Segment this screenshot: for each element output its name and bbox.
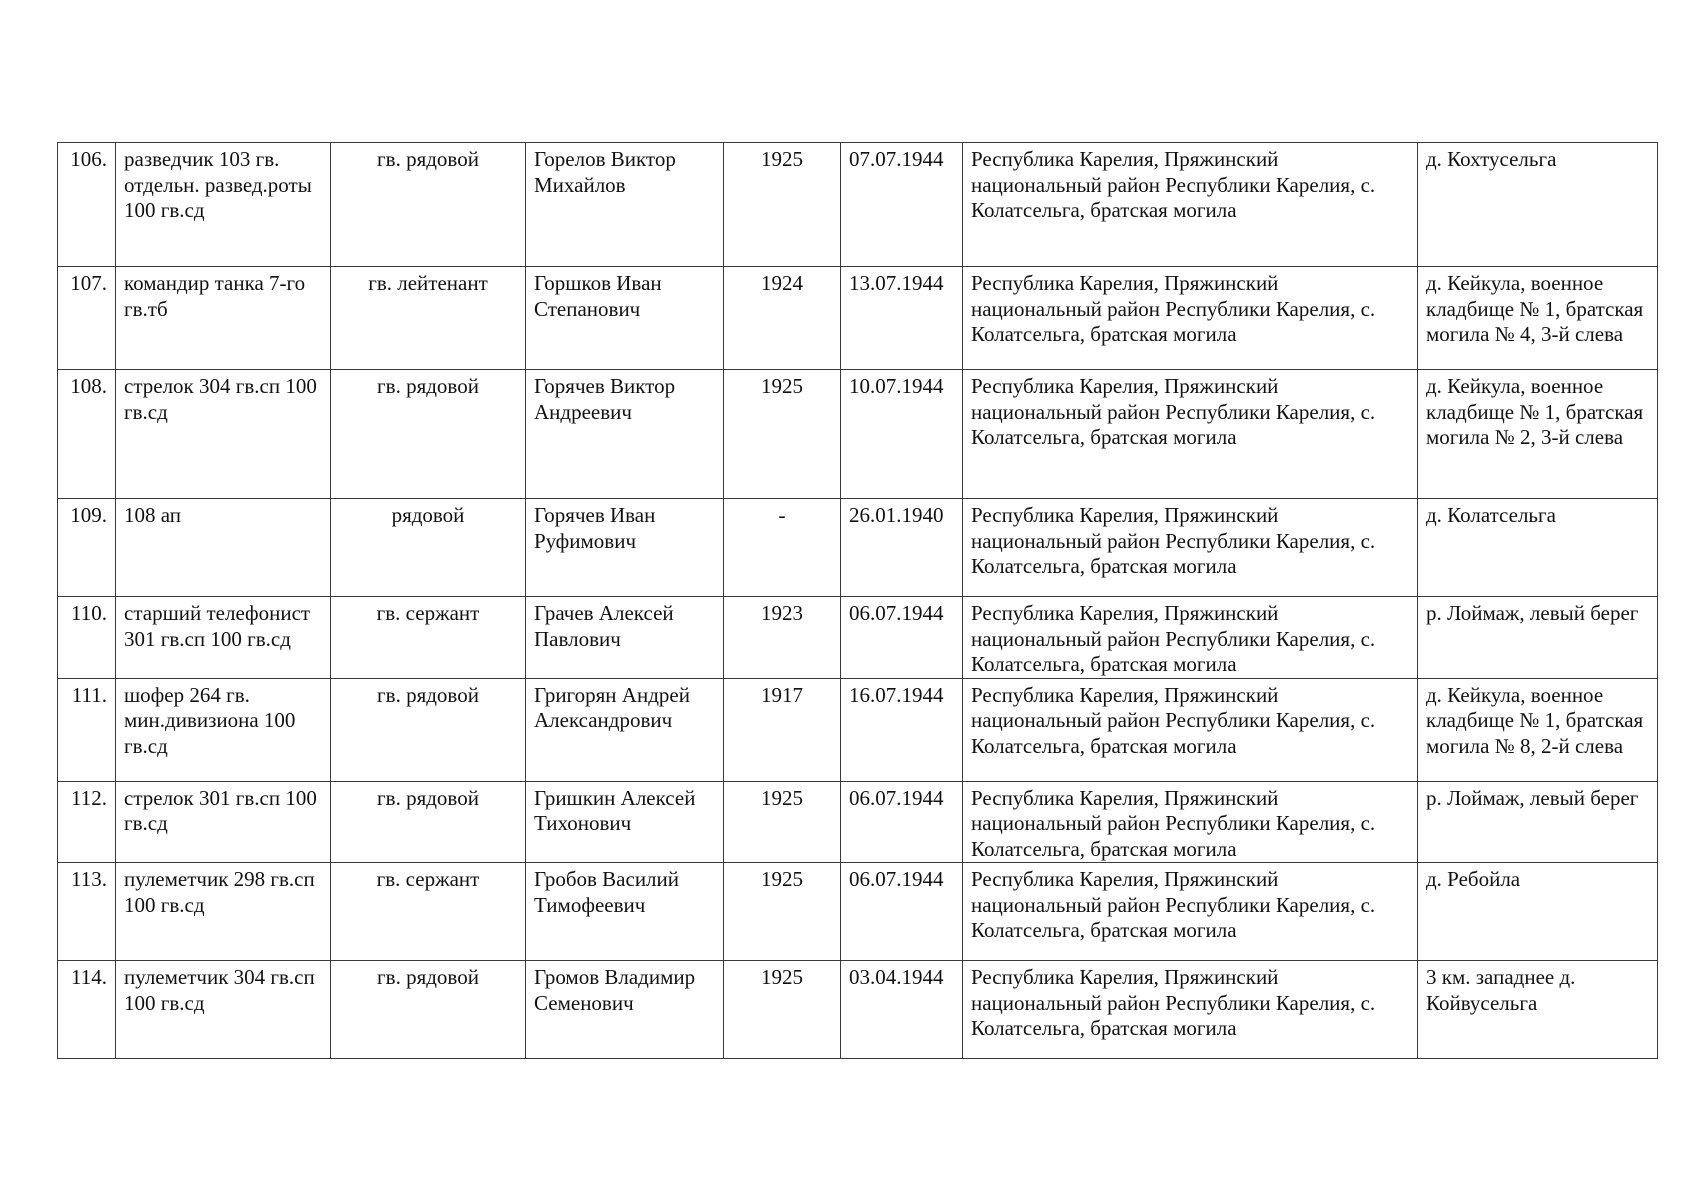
row-number: 107. <box>58 267 116 370</box>
soldier-name: Горячев Иван Руфимович <box>526 499 724 597</box>
death-date: 26.01.1940 <box>841 499 963 597</box>
birth-year: 1925 <box>724 781 841 863</box>
birth-year: 1925 <box>724 143 841 267</box>
soldier-name: Гришкин Алексей Тихонович <box>526 781 724 863</box>
military-unit: шофер 264 гв. мин.дивизиона 100 гв.сд <box>116 678 331 781</box>
table-row <box>58 143 1658 267</box>
military-rank: гв. рядовой <box>331 370 526 499</box>
military-rank: гв. лейтенант <box>331 267 526 370</box>
table-row <box>58 499 1658 597</box>
row-number: 110. <box>58 597 116 679</box>
original-burial-place: 3 км. западнее д. Койвусельга <box>1418 961 1658 1059</box>
soldier-name: Горячев Виктор Андреевич <box>526 370 724 499</box>
military-unit: командир танка 7-го гв.тб <box>116 267 331 370</box>
row-number: 109. <box>58 499 116 597</box>
birth-year: 1924 <box>724 267 841 370</box>
table-row <box>58 863 1658 961</box>
table-row <box>58 370 1658 499</box>
row-number: 111. <box>58 678 116 781</box>
original-burial-place: д. Кейкула, военное кладбище № 1, братская могила № 4, 3-й слева <box>1418 267 1658 370</box>
birth-year: - <box>724 499 841 597</box>
burial-location: Республика Карелия, Пряжинский национальный район Республики Карелия, с. Колатсельга, братская могила <box>963 597 1418 679</box>
military-rank: гв. рядовой <box>331 781 526 863</box>
military-rank: гв. рядовой <box>331 961 526 1059</box>
birth-year: 1923 <box>724 597 841 679</box>
death-date: 10.07.1944 <box>841 370 963 499</box>
table-row <box>58 678 1658 781</box>
soldier-name: Грачев Алексей Павлович <box>526 597 724 679</box>
soldier-name: Горшков Иван Степанович <box>526 267 724 370</box>
table-row <box>58 267 1658 370</box>
birth-year: 1917 <box>724 678 841 781</box>
soldier-name: Громов Владимир Семенович <box>526 961 724 1059</box>
military-unit: разведчик 103 гв. отдельн. развед.роты 100 гв.сд <box>116 143 331 267</box>
original-burial-place: д. Кохтусельга <box>1418 143 1658 267</box>
table-row <box>58 597 1658 679</box>
death-date: 16.07.1944 <box>841 678 963 781</box>
death-date: 06.07.1944 <box>841 781 963 863</box>
row-number: 106. <box>58 143 116 267</box>
military-rank: гв. сержант <box>331 863 526 961</box>
death-date: 06.07.1944 <box>841 597 963 679</box>
death-date: 07.07.1944 <box>841 143 963 267</box>
burial-location: Республика Карелия, Пряжинский национальный район Республики Карелия, с. Колатсельга, братская могила <box>963 863 1418 961</box>
military-unit: 108 ап <box>116 499 331 597</box>
row-number: 108. <box>58 370 116 499</box>
table-row <box>58 961 1658 1059</box>
original-burial-place: р. Лоймаж, левый берег <box>1418 781 1658 863</box>
burial-location: Республика Карелия, Пряжинский национальный район Республики Карелия, с. Колатсельга, братская могила <box>963 961 1418 1059</box>
birth-year: 1925 <box>724 961 841 1059</box>
birth-year: 1925 <box>724 370 841 499</box>
soldier-name: Григорян Андрей Александрович <box>526 678 724 781</box>
burial-roster-table <box>57 142 1658 1059</box>
death-date: 03.04.1944 <box>841 961 963 1059</box>
row-number: 114. <box>58 961 116 1059</box>
military-unit: старший телефонист 301 гв.сп 100 гв.сд <box>116 597 331 679</box>
row-number: 112. <box>58 781 116 863</box>
table-row <box>58 781 1658 863</box>
military-unit: пулеметчик 304 гв.сп 100 гв.сд <box>116 961 331 1059</box>
soldier-name: Горелов Виктор Михайлов <box>526 143 724 267</box>
burial-location: Республика Карелия, Пряжинский национальный район Республики Карелия, с. Колатсельга, братская могила <box>963 143 1418 267</box>
original-burial-place: д. Колатсельга <box>1418 499 1658 597</box>
burial-location: Республика Карелия, Пряжинский национальный район Республики Карелия, с. Колатсельга, братская могила <box>963 370 1418 499</box>
soldier-name: Гробов Василий Тимофеевич <box>526 863 724 961</box>
death-date: 13.07.1944 <box>841 267 963 370</box>
military-rank: гв. сержант <box>331 597 526 679</box>
death-date: 06.07.1944 <box>841 863 963 961</box>
burial-location: Республика Карелия, Пряжинский национальный район Республики Карелия, с. Колатсельга, братская могила <box>963 781 1418 863</box>
military-unit: стрелок 301 гв.сп 100 гв.сд <box>116 781 331 863</box>
original-burial-place: д. Кейкула, военное кладбище № 1, братская могила № 2, 3-й слева <box>1418 370 1658 499</box>
military-rank: гв. рядовой <box>331 678 526 781</box>
military-rank: гв. рядовой <box>331 143 526 267</box>
original-burial-place: д. Ребойла <box>1418 863 1658 961</box>
burial-location: Республика Карелия, Пряжинский национальный район Республики Карелия, с. Колатсельга, братская могила <box>963 678 1418 781</box>
birth-year: 1925 <box>724 863 841 961</box>
military-unit: пулеметчик 298 гв.сп 100 гв.сд <box>116 863 331 961</box>
military-unit: стрелок 304 гв.сп 100 гв.сд <box>116 370 331 499</box>
original-burial-place: р. Лоймаж, левый берег <box>1418 597 1658 679</box>
original-burial-place: д. Кейкула, военное кладбище № 1, братская могила № 8, 2-й слева <box>1418 678 1658 781</box>
row-number: 113. <box>58 863 116 961</box>
burial-location: Республика Карелия, Пряжинский национальный район Республики Карелия, с. Колатсельга, братская могила <box>963 499 1418 597</box>
military-rank: рядовой <box>331 499 526 597</box>
burial-location: Республика Карелия, Пряжинский национальный район Республики Карелия, с. Колатсельга, братская могила <box>963 267 1418 370</box>
